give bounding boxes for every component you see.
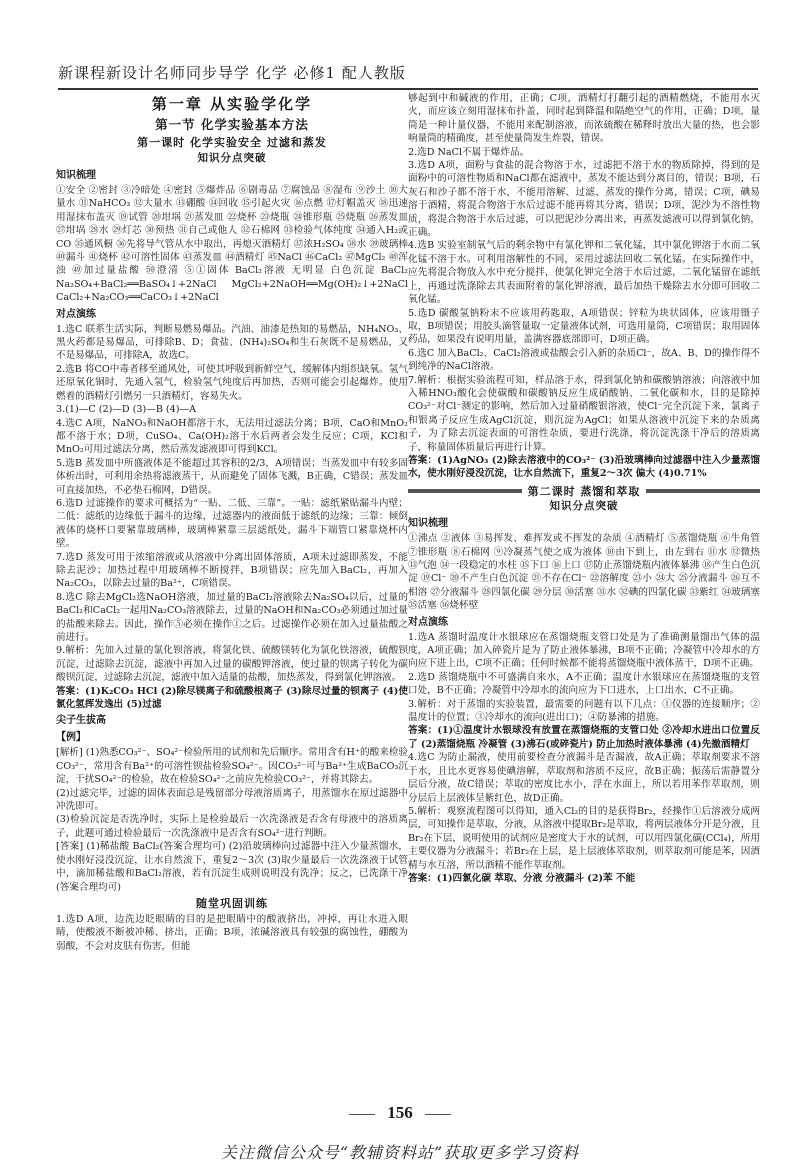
page-number-dash-left	[349, 1114, 375, 1115]
practice-item: 3.(1)—C (2)—D (3)—B (4)—A	[56, 404, 197, 416]
practice2-heading: 对点演练	[408, 616, 448, 628]
practice-item: 4.选C A项，NaNO₃和NaOH都溶于水，无法用过滤法分离；B项，CaO和MnO₂都不溶于水；D项，CuSO₄、Ca(OH)₂溶于水后两者会发生反应；C项，KCl和MnO₂可用过滤法分离，然后蒸发滤液即可得到KCl。	[56, 417, 408, 456]
review-item: 2.选D NaCl不属于爆炸品。	[408, 146, 530, 158]
review-item: 7.解析：根据实验流程可知，样品溶于水，得到氯化钠和碳酸钠溶液；向溶液中加入稀HNO₃酸化会使碳酸和碳酸钠反应生成硝酸钠、二氧化碳和水，目的是除掉CO₃²⁻对Cl⁻测定的影响，然后加入过量硝酸银溶液，使Cl⁻完全沉淀下来，氯离子和银离子反应生成AgCl沉淀，则沉淀为AgCl；如果从溶液中沉淀下来的杂质离子，为了除去沉淀表面的可溶性杂质，要进行洗涤，将沉淀洗涤干净后的溶质离子，称量固体质量后再进行计算。	[408, 374, 760, 453]
running-header: 新课程新设计名师同步导学 化学 必修1 配人教版	[58, 62, 758, 90]
review-item: 6.选C 加入BaCl₂、CaCl₂溶液或盐酸会引入新的杂质Cl⁻，故A、B、D的操作得不到纯净的NaCl溶液。	[408, 347, 760, 373]
knowledge-heading: 知识梳理	[56, 170, 96, 181]
page-number-dash-right	[425, 1114, 451, 1115]
knowledge2-text: ①沸点 ②液体 ③易挥发、难挥发或不挥发的杂质 ④酒精灯 ⑤蒸馏烧瓶 ⑥牛角管 ⑦锥形瓶 ⑧石棉网 ⑨冷凝蒸气使之成为液体 ⑩由下到上，由左到右 ⑪水 ⑫微热 ⑬气泡 ⑭一段稳定的水柱 ⑮下口 ⑯上口 ⑰防止蒸馏烧瓶内液体暴沸 ⑱产生白色沉淀 ⑲Cl⁻ ⑳不产生白色沉淀 ㉑不存在Cl⁻ ㉒溶解度 ㉓小 ㉔大 ㉕分液漏斗 ㉖互不相溶 ㉗分液漏斗 ㉘四氯化碳 ㉙分层 ㉚活塞 ㉛水 ㉜碘的四氯化碳 ㉝紫红 ㉞玻璃塞 ㉟活塞 ㊱烧杯壁	[408, 533, 760, 612]
practice2-answer: 答案：(1)①温度计水银球没有放置在蒸馏烧瓶的支管口处 ②冷却水进出口位置反了 (2)蒸馏烧瓶 冷凝管 (3)沸石(或碎瓷片) 防止加热时液体暴沸 (4)先撤酒精灯	[408, 725, 760, 750]
review-item: 4.选B 实验室制氧气后的剩余物中有氯化钾和二氧化锰，其中氯化钾溶于水而二氧化锰不溶于水。可利用溶解性的不同，采用过滤法回收二氧化锰。在实际操作中，应先将混合物放入水中充分搅拌，使氯化钾完全溶于水后过滤，二氧化锰留在滤纸上，再通过洗涤除去其表面附着的氯化钾溶液，最后加热干燥除去水分即可回收二氧化锰。	[408, 240, 760, 306]
footer-note: 关注微信公众号“教辅资料站”获取更多学习资料	[220, 1143, 580, 1162]
review-heading: 随堂巩固训练	[196, 896, 268, 910]
practice-item: 8.选C 除去MgCl₂选NaOH溶液，加过量的BaCl₂溶液除去Na₂SO₄以后，过量的BaCl₂和CaCl₂一起用Na₂CO₃溶液除去，过量的NaOH和Na₂CO₃必须通过加过量的盐酸来除去。因此，操作⑤必须在操作①之后。过滤操作必须在加入过量盐酸之前进行。	[56, 591, 408, 643]
chapter-title: 第一章 从实验学化学	[151, 95, 313, 113]
page-number: 156	[387, 1103, 413, 1122]
section-title: 第一节 化学实验基本方法	[155, 117, 309, 132]
practice-answer: 答案：(1)K₂CO₃ HCl (2)除尽镁离子和硫酸根离子 (3)除尽过量的钡离子 (4)使氯化氢挥发逸出 (5)过滤	[56, 685, 408, 711]
practice2-item: 2.选D 蒸馏烧瓶中不可盛满自来水，A不正确；温度计水银球应在蒸馏烧瓶的支管口处，B不正确；冷凝管中冷却水的流向应为下口进水，上口出水，C不正确。	[408, 671, 760, 697]
tips-item: (2)过滤完毕，过滤的固体表面总是残留部分母液溶质离子，用蒸馏水在原过滤器中冲洗即可。	[56, 787, 408, 813]
tips-heading: 尖子生拔高	[56, 715, 106, 727]
knowledge2-heading: 知识梳理	[408, 518, 448, 530]
lesson2-subtitle: 知识分点突破	[549, 500, 619, 513]
practice2-item: 5.解析：观察流程图可以得知，通入Cl₂的目的是获得Br₂，经操作①后溶液分成两层，可知操作是萃取，分液，从溶液中提取Br₂是萃取，将两层液体分开是分液，且Br₂在下层，说明使用的试剂应是密度大于水的试剂，可以用四氯化碳(CCl₄)，所用主要仪器为分液漏斗；若Br₂在上层，是上层液体萃取剂，则萃取剂可能是苯，因酒精与水互溶，所以酒精不能作萃取剂。	[408, 805, 760, 871]
practice-item: 9.解析：先加入过量的氯化钡溶液，将氯化铁、硫酸镁转化为氯化铁溶液，硫酸钡沉淀，过滤除去沉淀，滤液中再加入过量的碳酸钾溶液，使过量的钡离子转化为碳酸钡沉淀，过滤除去沉淀，滤液中加入适量的盐酸，加热蒸发，得到氯化钾溶液。	[56, 645, 408, 684]
right-column	[408, 92, 760, 1092]
tips-item: (3)检验沉淀是否洗净时，实际上是检验最后一次洗涤液是否含有母液中的溶质离子，此题可通过检验最后一次洗涤液中是否含有SO₄²⁻进行判断。	[56, 814, 408, 839]
lesson-subtitle: 知识分点突破	[197, 152, 267, 164]
lesson2-title-bar	[408, 485, 760, 498]
practice2-item: 4.选C 为防止漏液，使用前要检查分液漏斗是否漏液，故A正确；萃取剂要求不溶于水，且比水更容易使碘溶解，萃取剂和溶质不反应，故B正确；振荡后需静置分层后分液，故C错误；萃取的密度比水小，浮在水面上，所以若用苯作萃取剂，则分层后上层液体呈紫红色，故D正确。	[408, 752, 760, 804]
practice-item: 6.选D 过滤操作的要求可概括为“一贴、二低、三靠”。一贴：滤纸紧贴漏斗内壁；二低：滤纸的边缘低于漏斗的边缘，过滤器内的液面低于滤纸的边缘；三靠：倾倒液体的烧杯口要紧靠玻璃棒，玻璃棒紧靠三层滤纸处，漏斗下端管口紧靠烧杯内壁。	[56, 497, 408, 550]
practice2-item: 3.解析：对于蒸馏的实验装置，最需要的问题有以下几点：①仪器的连接顺序；②温度计的位置；③冷却水的流向(进出口)；④防暴沸的措施。	[408, 698, 760, 724]
tips-item: [答案] (1)稀盐酸 BaCl₂(答案合理均可) (2)沿玻璃棒向过滤器中注入少量蒸馏水，使水刚好浸没沉淀，让水自然流下，重复2～3次 (3)取少量最后一次洗涤液于试管中，滴加稀盐酸和BaCl₂溶液，若有沉淀生成则说明没有洗净；反之，已洗涤干净(答案合理均可)	[56, 841, 408, 893]
practice2-answer: 答案：(1)四氯化碳 萃取、分液 分液漏斗 (2)苯 不能	[408, 872, 636, 884]
lesson-title: 第一课时 化学实验安全 过滤和蒸发	[137, 136, 327, 149]
title-rule-left	[408, 489, 522, 493]
review-item: 3.选D A项，面粉与食盐的混合物溶于水，过滤把不溶于水的物质除掉，得到的是面粉中的可溶性物质和NaCl都在滤液中，蒸发不能达到分离目的，错误；B项，石灰石和沙子都不溶于水，不能用溶解、过滤、蒸发的操作分离，错误；C项，碘易溶于酒精，将混合物溶于水后过滤不能再将其分离，错误；D项，泥沙为不溶性物质，将混合物溶于水后过滤，可以把泥沙分离出来，再蒸发滤液可以得到氯化钠，正确。	[408, 160, 760, 239]
review-item: 够起到中和碱液的作用，正确；C项，酒精灯打翻引起的酒精燃烧，不能用水灭火，而应该立刻用湿抹布扑盖，同时起到降温和隔绝空气的作用，正确；D项，量筒是一种计量仪器，不能用来配制溶液，而浓硫酸在稀释时放出大量的热，也会影响量筒的精确度，甚至使量筒发生炸裂，错误。	[408, 93, 760, 145]
review-item: 5.选D 碳酸氢钠粉末不应该用药匙取，A项错误；锌粒为块状固体，应该用镊子取，B项错误；用胶头滴管量取一定量液体试剂，可选用量筒，C项错误；取用固体药品，如果没有说明用量，盖满容器底部即可，D项正确。	[408, 307, 760, 346]
page-number-line	[0, 1103, 800, 1123]
practice-item: 1.选C 联系生活实际，判断易燃易爆品。汽油、油漆是热知的易燃品，NH₄NO₃、黑火药都是易爆品，可排除B、D；食盐、(NH₄)₂SO₄和生石灰既不是易燃品，又不是易爆品，可排除A，故选C。	[56, 323, 408, 362]
lesson2-title: 第二课时 蒸馏和萃取	[527, 484, 641, 498]
tips-item: [解析] (1)熟悉CO₃²⁻、SO₄²⁻检验所用的试剂和先后顺序。常用含有H⁺的酸来检验CO₃²⁻，常用含有Ba²⁺的可溶性钡盐检验SO₄²⁻。因CO₃²⁻可与Ba²⁺生成BaCO₃沉淀，干扰SO₄²⁻的检验，故在检验SO₄²⁻之前应先检验CO₃²⁻，并将其除去。	[56, 747, 408, 786]
title-rule-right	[646, 489, 760, 493]
practice-item: 7.选D 蒸发可用于浓缩溶液或从溶液中分离出固体溶质，A项未过滤即蒸发，不能除去泥沙；加热过程中用玻璃棒不断搅拌，B项错误；应先加入BaCl₂，再加入Na₂CO₃，以除去过量的Ba²⁺，C项错误。	[56, 551, 408, 590]
practice-heading: 对点演练	[56, 308, 96, 320]
review-item: 1.选D A项，边洗边眨眼睛的目的是把眼睛中的酸液挤出，冲掉，再让水进入眼睛，使酸液不断被冲稀、挤出，正确；B项，浓碱溶液具有较强的腐蚀性，硼酸为弱酸，不会对皮肤有伤害，但能	[56, 913, 408, 952]
practice2-item: 1.选A 蒸馏时温度计水银球应在蒸馏烧瓶支管口处是为了准确测量馏出气体的温度，A项正确；加入碎瓷片是为了防止液体暴沸，B项不正确；冷凝管中冷却水的方向应下进上出，C项不正确；任何时候都不能将蒸馏烧瓶中液体蒸干，D项不正确。	[408, 631, 760, 670]
knowledge-text: ①安全 ②密封 ③冷暗处 ④密封 ⑤爆炸品 ⑥剧毒品 ⑦腐蚀品 ⑧湿布 ⑨沙土 ⑩大量水 ⑪NaHCO₃ ⑫大量水 ⑬硼酸 ⑭回收 ⑮引起火灾 ⑯点燃 ⑰灯帽盖灭 ⑱迅速用湿抹布盖灭 ⑲试管 ⑳坩埚 ㉑蒸发皿 ㉒烧杯 ㉓烧瓶 ㉔锥形瓶 ㉕烧瓶 ㉖蒸发皿 ㉗坩埚 ㉘水 ㉙灯芯 ㉚预热 ㉛自己或他人 ㉜石棉网 ㉝检验气体纯度 ㉞通入H₂或CO ㉟通风橱 ㊱先将导气管从水中取出，再熄灭酒精灯 ㊲浓H₂SO₄ ㊳水 ㊴玻璃棒 ㊵漏斗 ㊶烧杯 ㊷可溶性固体 ㊸蒸发皿 ㊹酒精灯 ㊺NaCl ㊻CaCl₂ ㊼MgCl₂ ㊽浑浊 ㊾加过量盐酸 ㊿澄清 ⑤①固体 BaCl₂溶液 无明显 白色沉淀 BaCl₂ Na₂SO₄+BaCl₂══BaSO₄↓+2NaCl MgCl₂+2NaOH══Mg(OH)₂↓+2NaCl CaCl₂+Na₂CO₃══CaCO₃↓+2NaCl	[56, 185, 408, 304]
example-tag: 【例】	[56, 732, 86, 744]
practice-item: 5.选B 蒸发皿中所盛液体是不能超过其容积的2/3，A项错误；当蒸发皿中有较多固体析出时，可利用余热将滤液蒸干，从而避免了固体飞溅，B正确，C错误；蒸发皿可直接加热，不必垫石棉网，D错误。	[56, 457, 408, 496]
left-column	[56, 92, 408, 1092]
review-answer: 答案：(1)AgNO₃ (2)除去溶液中的CO₃²⁻ (3)沿玻璃棒向过滤器中注入少量蒸馏水，使水刚好浸没沉淀，让水自然流下，重复2～3次 偏大 (4)0.71%	[408, 454, 760, 480]
practice-item: 2.选B 将CO中毒者移至通风处，可使其呼吸到新鲜空气，缓解体内组织缺氧。氢气还原氧化铜时，先通入氢气，检验氢气纯度后再加热，否则可能会引起爆炸。使用燃着的酒精灯引燃另一只酒精灯，容易失火。	[56, 363, 408, 402]
